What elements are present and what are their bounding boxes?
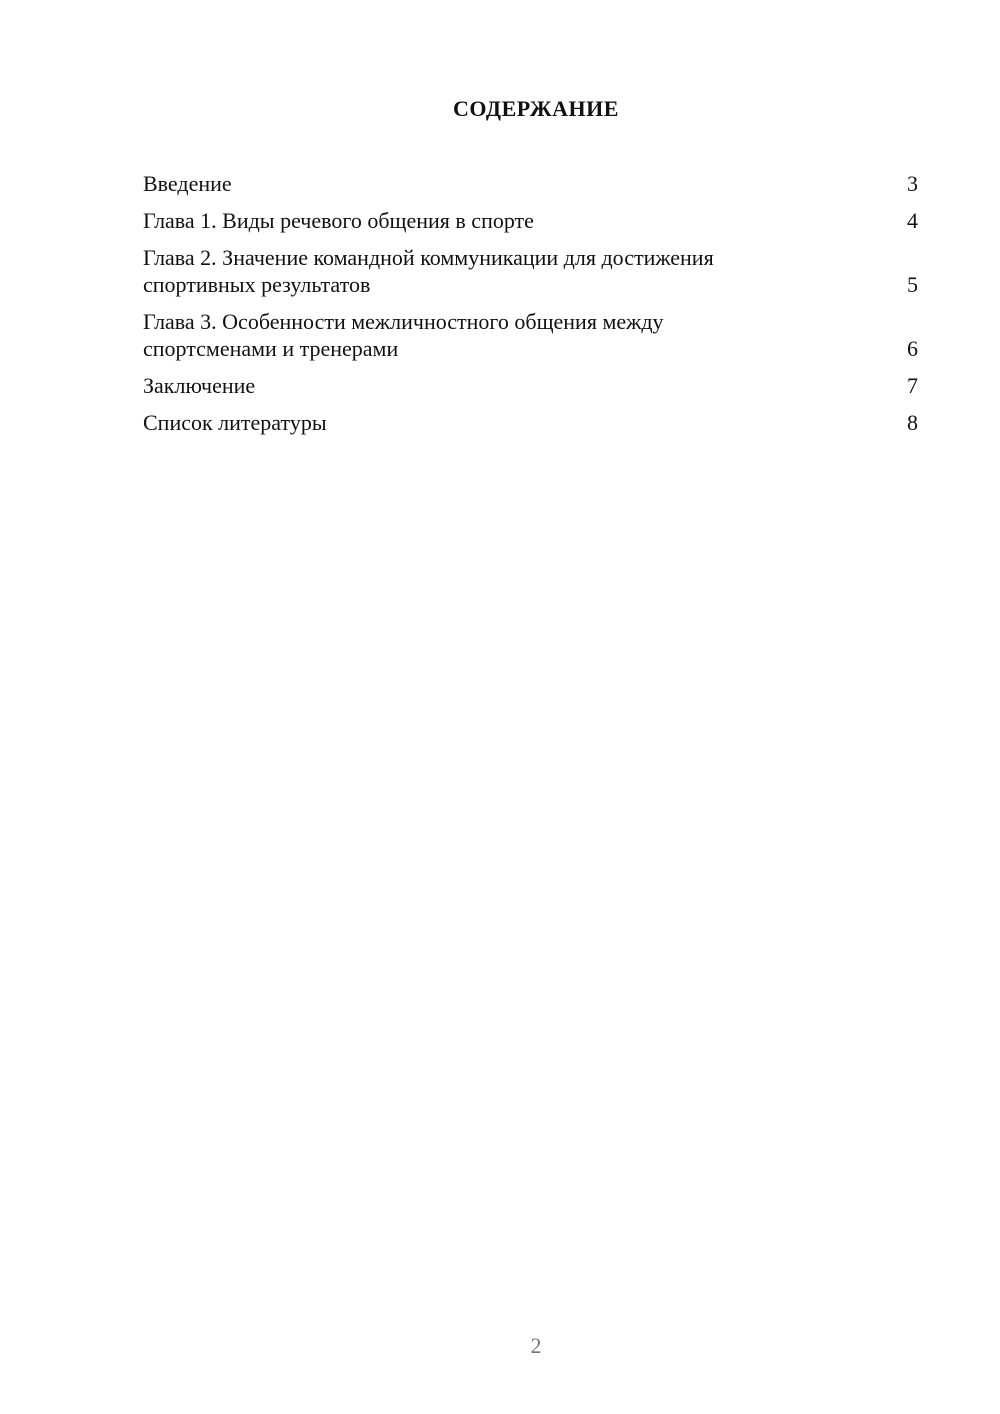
toc-item-label: Глава 2. Значение командной коммуникации для достижения спортивных результатов — [143, 245, 714, 297]
table-of-contents — [143, 170, 918, 446]
toc-item-chapter-1 — [143, 207, 918, 234]
toc-item-page: 6 — [907, 336, 918, 361]
toc-item-label: Введение — [143, 171, 232, 196]
toc-item-chapter-3 — [143, 308, 918, 362]
toc-item-page: 8 — [907, 410, 918, 435]
toc-item-conclusion — [143, 372, 918, 399]
toc-item-chapter-2 — [143, 244, 918, 298]
toc-item-page: 4 — [907, 208, 918, 233]
toc-item-label: Заключение — [143, 373, 256, 398]
page-title: СОДЕРЖАНИЕ — [453, 96, 619, 121]
toc-item-page: 5 — [907, 272, 918, 297]
toc-item-label: Глава 3. Особенности межличностного общения между спортсменами и тренерами — [143, 309, 664, 361]
toc-item-page: 7 — [907, 373, 918, 398]
toc-item-label: Глава 1. Виды речевого общения в спорте — [143, 208, 534, 233]
toc-item-introduction — [143, 170, 918, 197]
page-number: 2 — [530, 1333, 542, 1358]
toc-item-references — [143, 409, 918, 436]
toc-item-label: Список литературы — [143, 410, 327, 435]
toc-item-page: 3 — [907, 171, 918, 196]
